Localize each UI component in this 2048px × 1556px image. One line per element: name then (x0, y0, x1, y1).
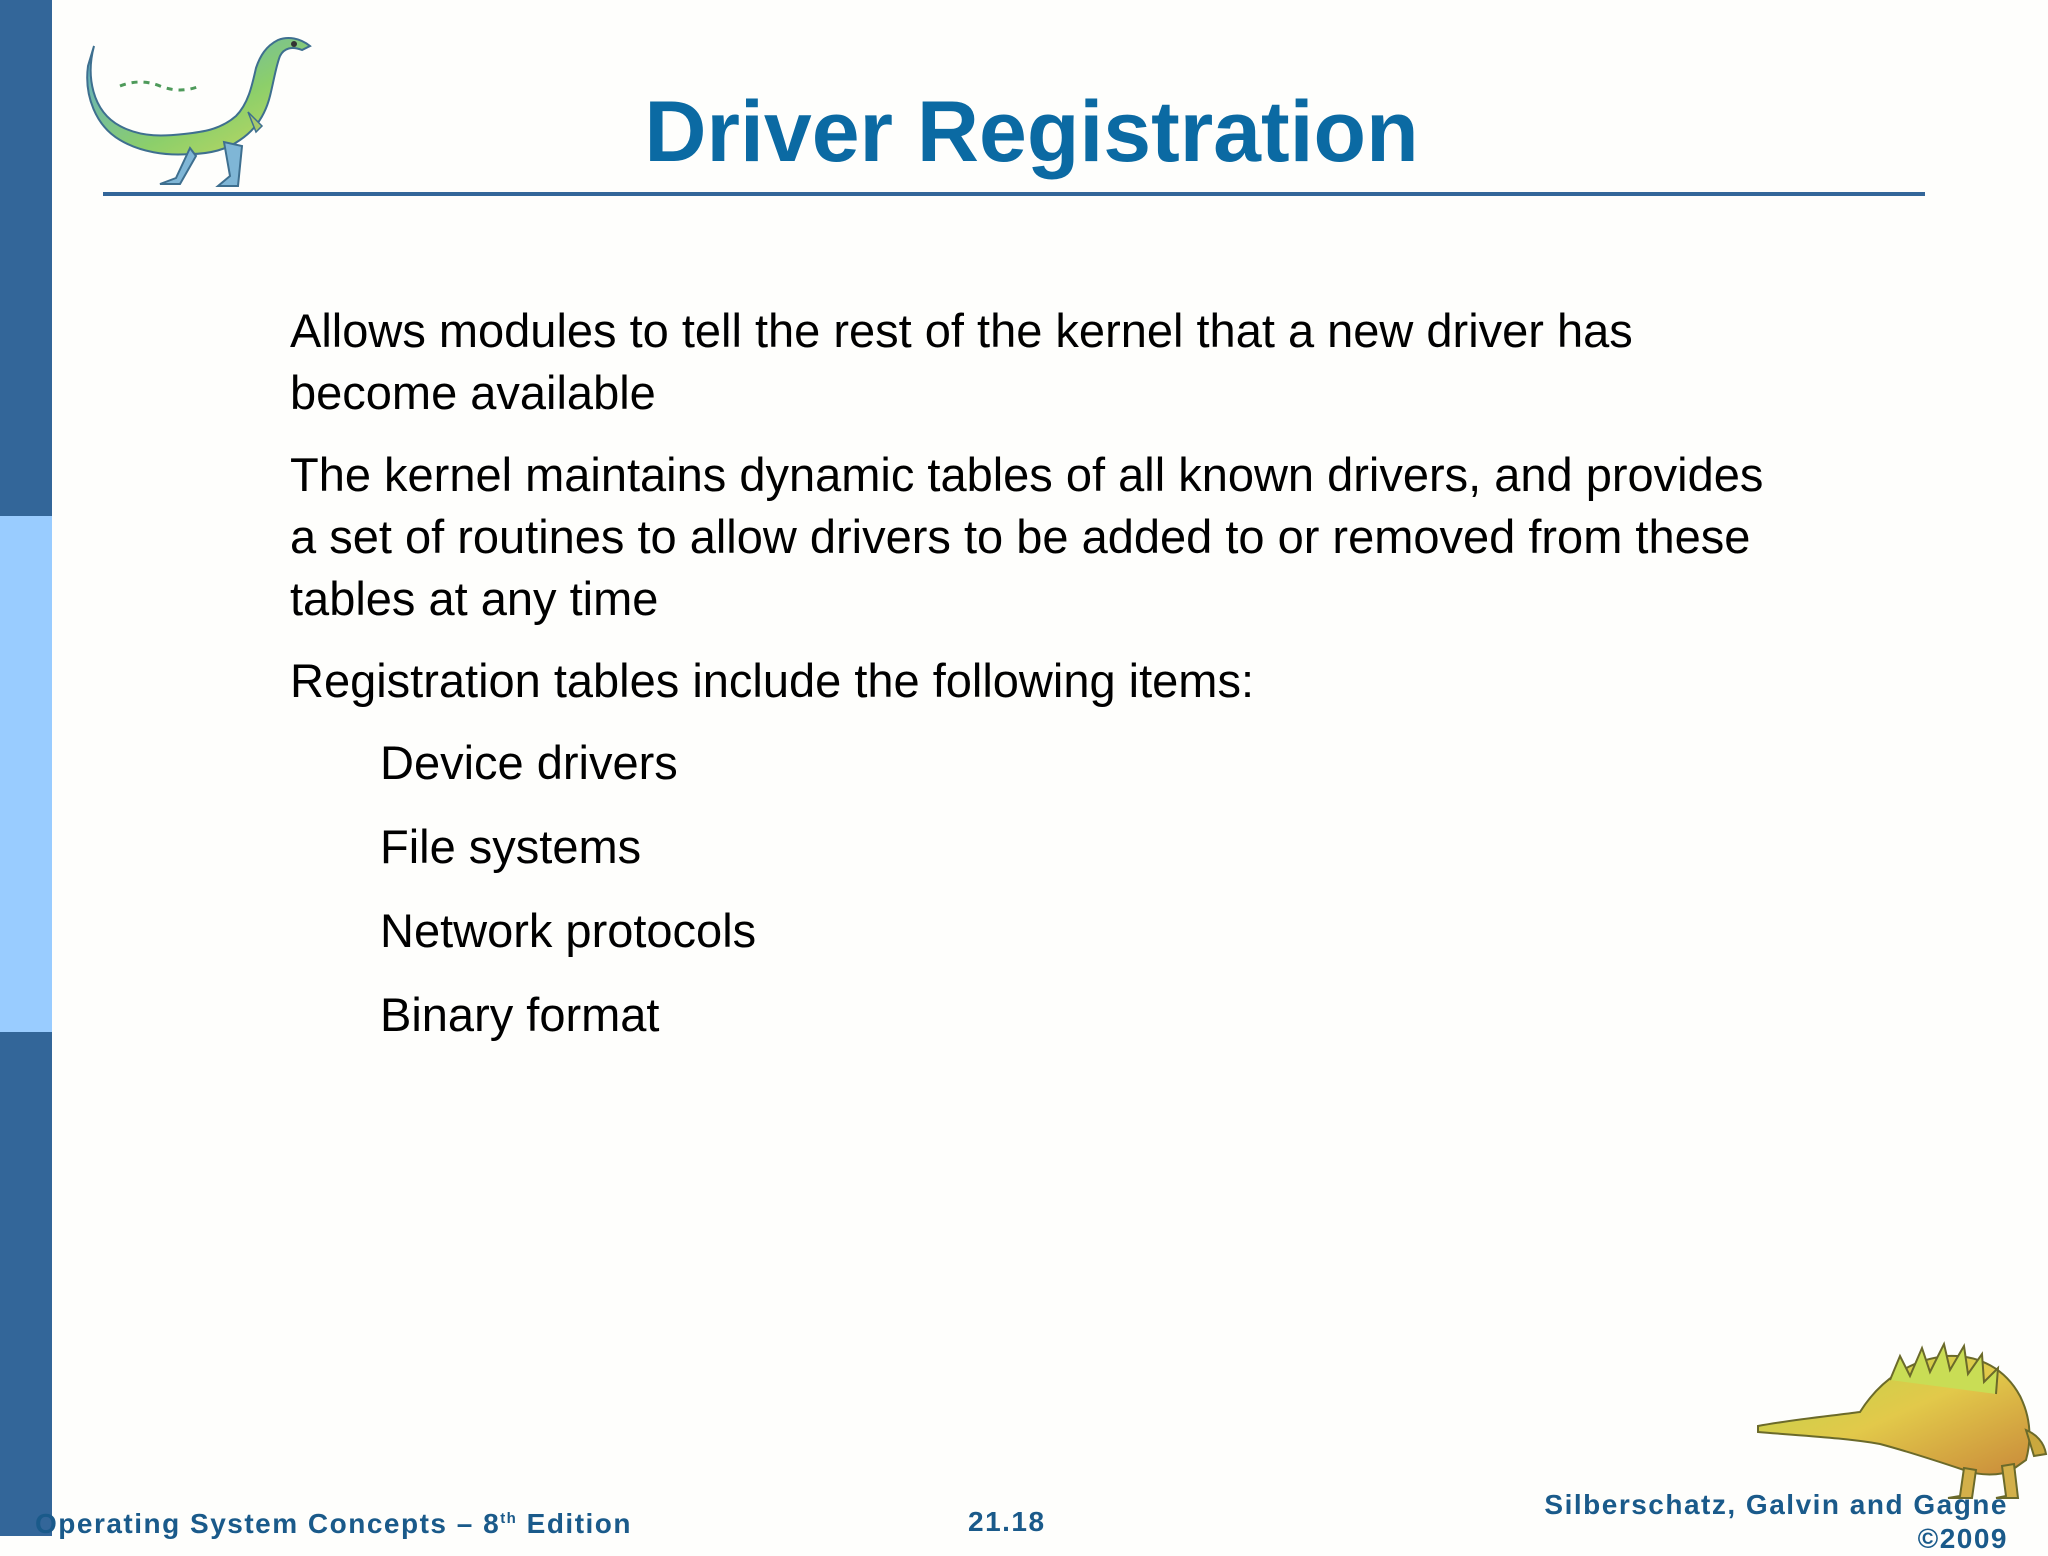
sub-bullet-text: Device drivers (380, 736, 678, 789)
bullet-text: Registration tables include the following items: (290, 654, 1255, 707)
bullet-text: The kernel maintains dynamic tables of all known drivers, and provides a set of routines to allow drivers to be added to or removed from these tables at any time (290, 448, 1764, 625)
footer-book-suffix: Edition (517, 1508, 633, 1539)
bullet-text: Allows modules to tell the rest of the kernel that a new driver has become available (290, 304, 1633, 419)
sub-bullet-text: File systems (380, 820, 642, 873)
footer-book-title (35, 1508, 632, 1540)
slide-content (290, 300, 1790, 1068)
slide-title: Driver Registration (644, 84, 1419, 180)
left-sidebar-light-section (0, 516, 52, 1032)
stegosaurus-icon (1750, 1320, 2048, 1500)
footer-page-number: 21.18 (968, 1506, 1046, 1537)
sub-bullet-text: Network protocols (380, 904, 757, 957)
footer-book-superscript: th (500, 1510, 518, 1527)
left-sidebar-bar (0, 0, 52, 1536)
footer-book-prefix: Operating System Concepts – 8 (35, 1508, 501, 1539)
sub-bullet-text: Binary format (380, 988, 660, 1041)
title-underline (103, 192, 1925, 196)
footer-authors: Silberschatz, Galvin and Gagne ©2009 (1544, 1489, 2008, 1554)
